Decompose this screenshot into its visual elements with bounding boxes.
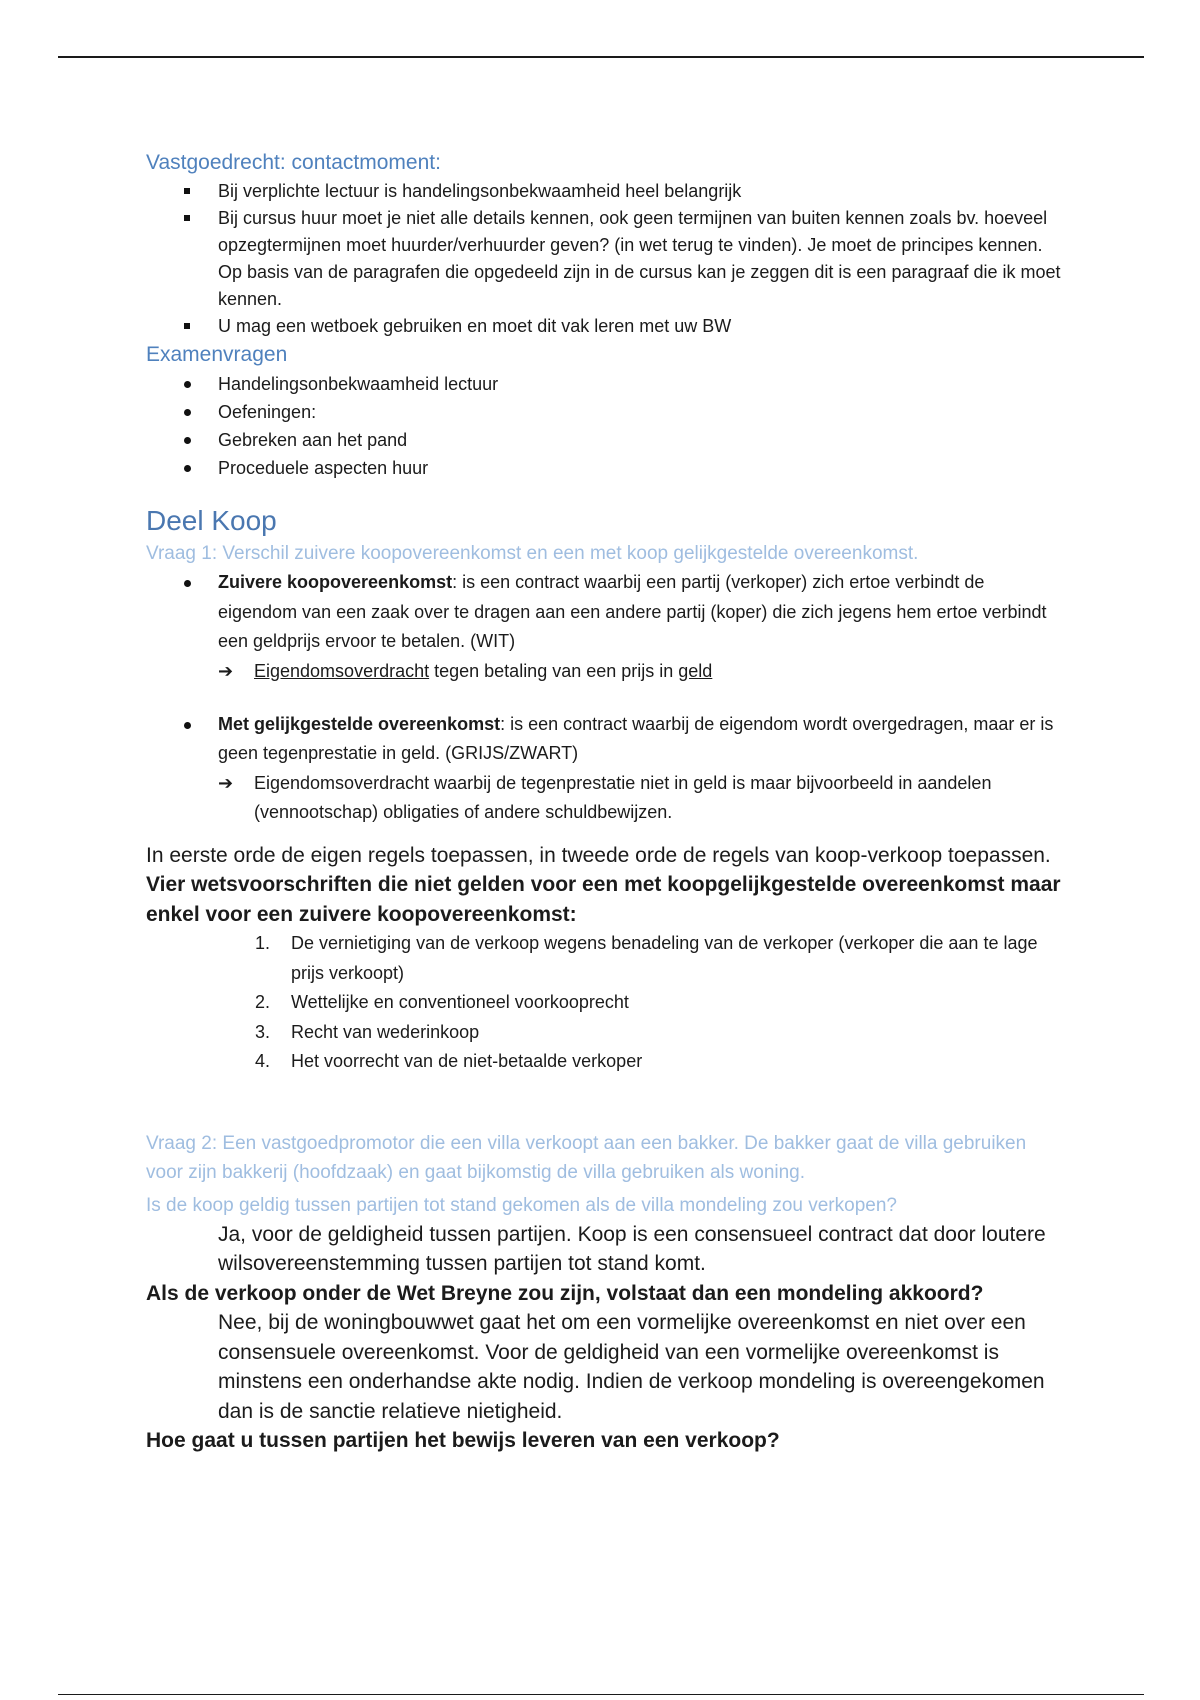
order-paragraph: In eerste orde de eigen regels toepassen, in tweede orde de regels van koop-verkoop toepassen.	[146, 843, 1051, 867]
arrow-right-icon: ➔	[218, 660, 234, 681]
list-item	[146, 710, 1066, 827]
arrow-note	[218, 769, 1066, 827]
list-item	[146, 1047, 1066, 1077]
list-item: U mag een wetboek gebruiken en moet dit vak leren met uw BW	[146, 313, 1066, 340]
list-item: Bij verplichte lectuur is handelingsonbekwaamheid heel belangrijk	[146, 178, 1066, 205]
q1-list	[146, 568, 1066, 827]
q2-heading: Vraag 2: Een vastgoedpromotor die een villa verkoopt aan een bakker. De bakker gaat de villa gebruiken voor zijn bakkerij (hoofdzaak) en gaat bijkomstig de villa gebruiken als woning.	[146, 1132, 1027, 1183]
definition-text: : is een contract waarbij een partij (verkoper) zich ertoe verbindt de eigendom van een zaak over te dragen aan een andere partij (koper) die zich jegens hem ertoe verbindt een geldprijs ervoor te betalen. (WIT)	[218, 572, 1047, 651]
arrow-text: tegen betaling van een prijs in	[429, 660, 679, 681]
item-text: Recht van wederinkoop	[291, 1021, 480, 1042]
item-number: 3.	[255, 1021, 271, 1042]
header-rule	[58, 56, 1144, 58]
list-item: Proceduele aspecten huur	[146, 454, 1066, 482]
contact-list	[146, 178, 1066, 340]
list-item: Bij cursus huur moet je niet alle details kennen, ook geen termijnen van buiten kennen zoals bv. hoeveel opzegtermijnen moet huurder/verhuurder geven? (in wet terug te vinden). Je moet de principes kennen. Op basis van de paragrafen die opgedeeld zijn in de cursus kan je zeggen dit is een paragraaf die ik moet kennen.	[146, 205, 1066, 313]
item-text: Wettelijke en conventioneel voorkooprecht	[291, 992, 629, 1012]
exam-list	[146, 370, 1066, 482]
arrow-right-icon: ➔	[218, 772, 234, 793]
definition-text: : is een contract waarbij de eigendom wordt overgedragen, maar er is geen tegenprestatie in geld. (GRIJS/ZWART)	[218, 713, 1054, 763]
list-item	[146, 568, 1066, 686]
underlined-term: Eigendomsoverdracht	[254, 660, 430, 681]
exam-heading: Examenvragen	[146, 343, 288, 366]
koop-heading: Deel Koop	[146, 505, 277, 536]
item-number: 2.	[255, 992, 271, 1012]
list-item: Oefeningen:	[146, 398, 1066, 426]
footer-rule	[58, 1694, 1144, 1695]
list-item	[146, 1018, 1066, 1048]
q2-subheading: Is de koop geldig tussen partijen tot stand gekomen als de villa mondeling zou verkopen?	[146, 1194, 897, 1216]
item-text: De vernietiging van de verkoop wegens benadeling van de verkoper (verkoper die aan te lage prijs verkoopt)	[291, 933, 1038, 983]
question-paragraph: Als de verkoop onder de Wet Breyne zou zijn, volstaat dan een mondeling akkoord?	[146, 1281, 984, 1305]
underlined-term: geld	[678, 660, 713, 681]
item-text: Het voorrecht van de niet-betaalde verkoper	[291, 1051, 643, 1071]
q1-heading: Vraag 1: Verschil zuivere koopovereenkomst en een met koop gelijkgestelde overeenkomst.	[146, 543, 919, 564]
arrow-text: Eigendomsoverdracht waarbij de tegenprestatie niet in geld is maar bijvoorbeeld in aandelen (vennootschap) obligaties of andere schuldbewijzen.	[254, 772, 992, 822]
term-bold: Zuivere koopovereenkomst	[218, 572, 453, 592]
list-item: Gebreken aan het pand	[146, 426, 1066, 454]
term-bold: Met gelijkgestelde overeenkomst	[218, 713, 501, 734]
document-page	[146, 148, 1066, 1456]
list-item	[146, 929, 1066, 988]
list-item	[146, 988, 1066, 1018]
item-number: 4.	[255, 1051, 271, 1071]
contact-heading: Vastgoedrecht: contactmoment:	[146, 151, 441, 174]
question-paragraph: Hoe gaat u tussen partijen het bewijs leveren van een verkoop?	[146, 1429, 780, 1452]
item-number: 1.	[255, 933, 271, 953]
arrow-note	[218, 657, 1066, 686]
answer-paragraph: Ja, voor de geldigheid tussen partijen. Koop is een consensueel contract dat door loutere wilsovereenstemming tussen partijen tot stand komt.	[218, 1222, 1046, 1275]
rules-list	[146, 929, 1066, 1077]
rules-heading: Vier wetsvoorschriften die niet gelden voor een met koopgelijkgestelde overeenkomst maar enkel voor een zuivere koopovereenkomst:	[146, 873, 1061, 926]
list-item: Handelingsonbekwaamheid lectuur	[146, 370, 1066, 398]
answer-paragraph: Nee, bij de woningbouwwet gaat het om een vormelijke overeenkomst en niet over een consensuele overeenkomst. Voor de geldigheid van een vormelijke overeenkomst is minstens een onderhandse akte nodig. Indien de verkoop mondeling is overeengekomen dan is de sanctie relatieve nietigheid.	[218, 1311, 1045, 1423]
